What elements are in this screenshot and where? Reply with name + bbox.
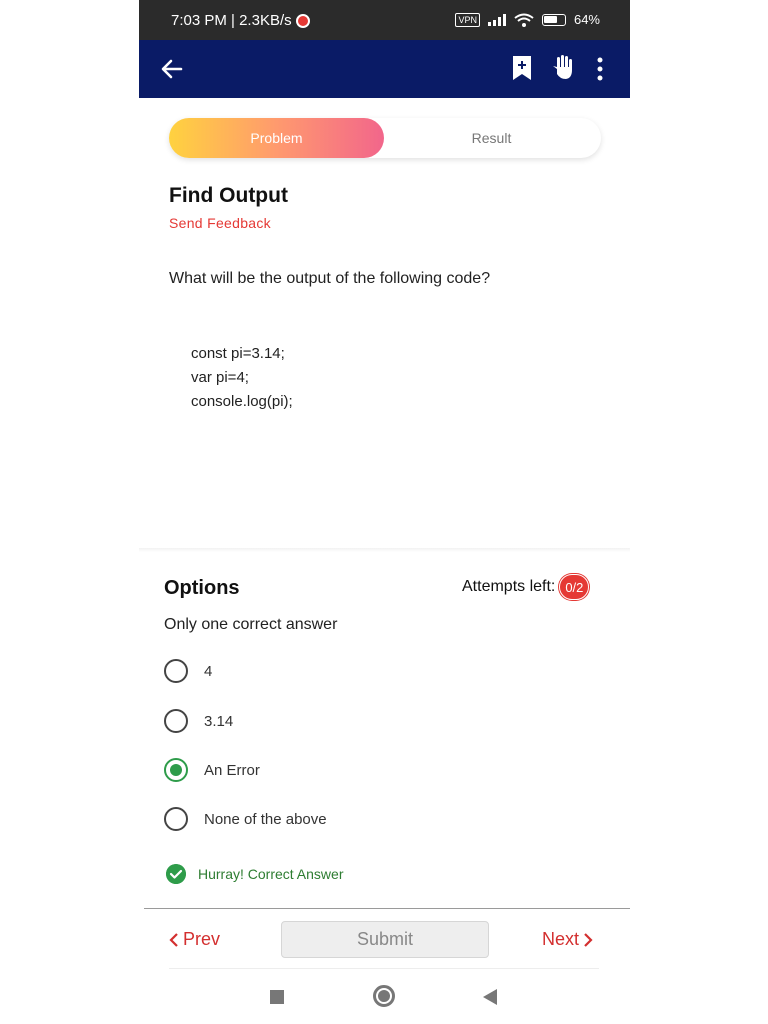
- radio-button-selected[interactable]: [164, 758, 188, 782]
- bookmark-add-icon[interactable]: [512, 55, 532, 81]
- radio-button[interactable]: [164, 709, 188, 733]
- option-label: 4: [204, 662, 213, 680]
- wifi-icon: [514, 13, 534, 27]
- raise-hand-icon[interactable]: [552, 54, 574, 80]
- result-text: Hurray! Correct Answer: [198, 866, 344, 882]
- battery-percent: 64%: [573, 12, 600, 27]
- option-label: 3.14: [204, 712, 234, 730]
- app-bar: [139, 40, 630, 98]
- question-text: What will be the output of the following code?: [169, 270, 491, 287]
- more-vert-icon[interactable]: [594, 56, 606, 82]
- prev-button[interactable]: [169, 929, 220, 950]
- status-time-speed: 7:03 PM | 2.3KB/s: [171, 12, 292, 29]
- phone-screen: [139, 0, 630, 1024]
- recent-apps-icon[interactable]: [270, 990, 284, 1004]
- option-label: An Error: [204, 761, 260, 779]
- check-circle-icon: [166, 864, 186, 884]
- submit-button[interactable]: Submit: [281, 921, 489, 958]
- security-shield-icon: [296, 14, 310, 28]
- radio-button[interactable]: [164, 659, 188, 683]
- option-item[interactable]: [164, 708, 233, 734]
- option-label: None of the above: [204, 810, 327, 828]
- next-label: Next: [542, 929, 580, 949]
- code-line: const pi=3.14;: [191, 345, 285, 362]
- battery-icon: [542, 14, 566, 26]
- footer-divider-light: [169, 968, 599, 969]
- answer-hint: Only one correct answer: [164, 616, 338, 633]
- signal-icon: [488, 14, 506, 26]
- result-message: [166, 864, 343, 884]
- status-left: [171, 12, 310, 29]
- back-arrow-icon[interactable]: [159, 56, 185, 82]
- code-line: var pi=4;: [191, 369, 249, 386]
- chevron-right-icon: [583, 932, 593, 948]
- tab-result[interactable]: Result: [471, 130, 512, 146]
- code-line: console.log(pi);: [191, 393, 293, 410]
- send-feedback-link[interactable]: Send Feedback: [169, 215, 271, 231]
- code-block: [191, 342, 293, 414]
- prev-label: Prev: [183, 929, 221, 949]
- radio-button[interactable]: [164, 807, 188, 831]
- system-back-icon[interactable]: [483, 989, 497, 1005]
- attempts-left: [462, 574, 589, 600]
- next-button[interactable]: [542, 929, 593, 950]
- option-item[interactable]: [164, 757, 260, 783]
- footer-divider: [144, 908, 630, 909]
- home-icon[interactable]: [373, 985, 395, 1007]
- problem-result-tabs: [169, 118, 601, 158]
- status-bar: [139, 0, 630, 40]
- option-item[interactable]: [164, 658, 212, 684]
- system-nav-bar: [139, 975, 630, 1024]
- section-divider: [139, 548, 630, 552]
- option-item[interactable]: [164, 806, 327, 832]
- chevron-left-icon: [169, 932, 179, 948]
- vpn-indicator: VPN: [455, 13, 480, 27]
- status-right: [455, 12, 600, 27]
- tab-problem[interactable]: Problem: [169, 118, 384, 158]
- attempts-label: Attempts left:: [462, 578, 556, 595]
- problem-title: Find Output: [169, 184, 288, 207]
- options-title: Options: [164, 577, 240, 599]
- attempts-badge: 0/2: [559, 574, 589, 600]
